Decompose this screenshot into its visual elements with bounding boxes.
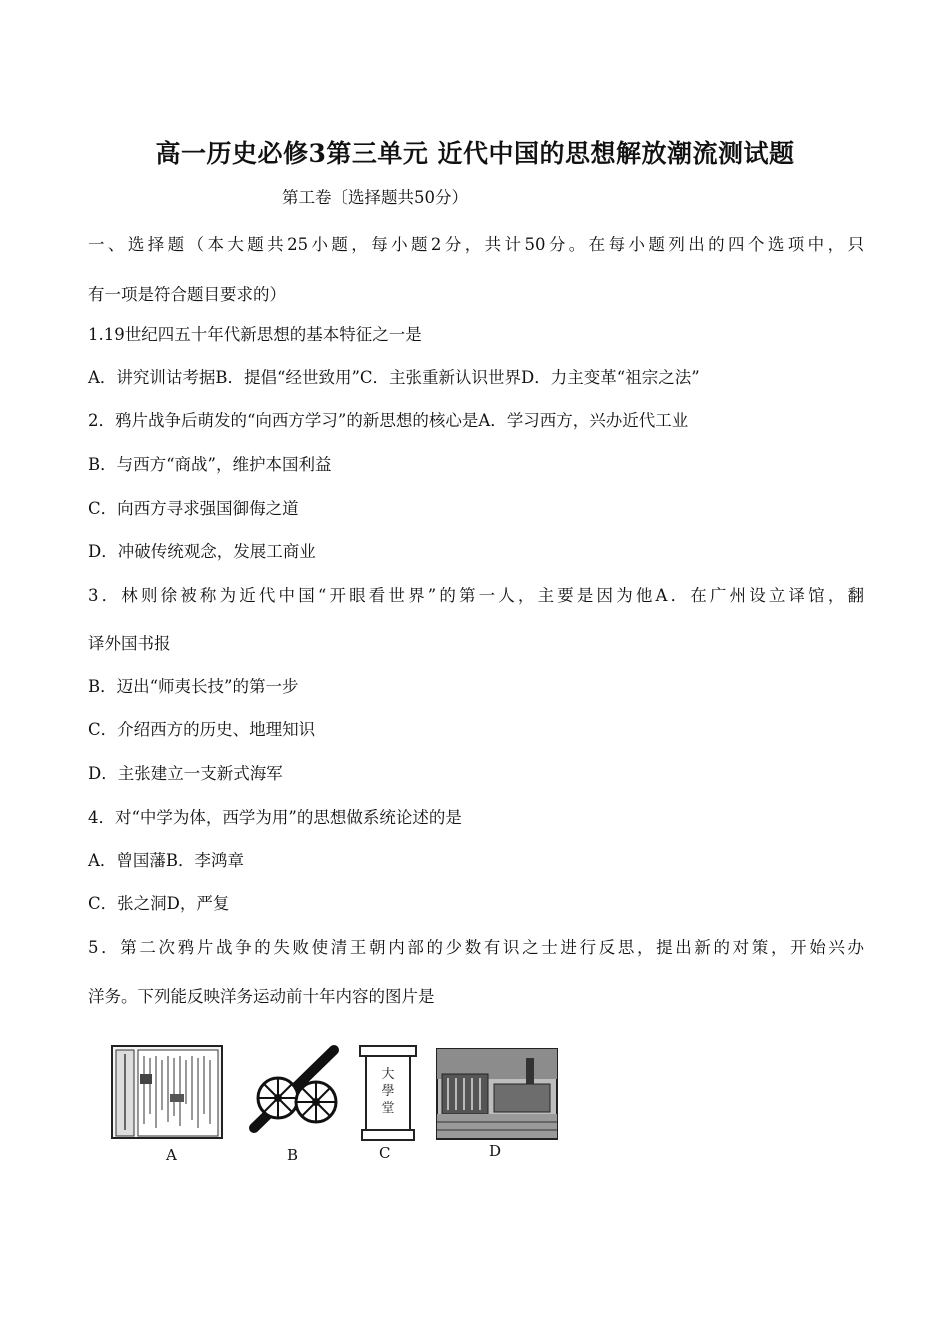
question-3: 3．林则徐被称为近代中国“开眼看世界”的第一人，主要是因为他A．在广州设立译馆，翻 xyxy=(88,586,864,605)
figure-c-caption: C xyxy=(379,1144,391,1162)
question-5-continued: 洋务。下列能反映洋务运动前十年内容的图片是 xyxy=(88,987,435,1006)
question-2-option-b: B．与西方“商战”，维护本国利益 xyxy=(88,455,332,474)
question-2: 2．鸦片战争后萌发的“向西方学习”的新思想的核心是A．学习西方，兴办近代工业 xyxy=(88,411,689,430)
question-1: 1.19世纪四五十年代新思想的基本特征之一是 xyxy=(88,325,422,344)
question-5-figures xyxy=(106,1038,566,1168)
page-title: 高一历史必修3第三单元 近代中国的思想解放潮流测试题 xyxy=(155,139,795,168)
question-1-options: A．讲究训诂考据B．提倡“经世致用”C．主张重新认识世界D．力主变革“祖宗之法” xyxy=(88,368,700,387)
question-2-option-c: C．向西方寻求强国御侮之道 xyxy=(88,499,299,518)
figure-a-caption: A xyxy=(166,1146,177,1164)
question-4-options-cd: C．张之洞D，严复 xyxy=(88,894,230,913)
question-4: 4．对“中学为体，西学为用”的思想做系统论述的是 xyxy=(88,808,462,827)
volume-heading: 第工卷〔选择题共50分） xyxy=(282,188,468,207)
section-intro-line-2: 有一项是符合题目要求的） xyxy=(88,285,286,304)
question-3-option-d: D．主张建立一支新式海军 xyxy=(88,764,283,783)
section-intro-line-1: 一、选择题（本大题共25小题，每小题2分，共计50分。在每小题列出的四个选项中，只 xyxy=(88,235,864,254)
figure-d-factory-image xyxy=(436,1048,558,1140)
figure-a-document-image xyxy=(110,1044,224,1140)
question-3-option-b: B．迈出“师夷长技”的第一步 xyxy=(88,677,299,696)
question-4-options-ab: A．曾国藩B．李鸿章 xyxy=(88,851,245,870)
figure-d-caption: D xyxy=(489,1142,502,1160)
figure-b-caption: B xyxy=(287,1146,299,1164)
question-2-option-d: D．冲破传统观念，发展工商业 xyxy=(88,542,316,561)
figure-c-plaque-text: 大學堂 xyxy=(381,1067,395,1116)
question-3-option-c: C．介绍西方的历史、地理知识 xyxy=(88,720,316,739)
figure-b-cannon-image xyxy=(246,1040,342,1140)
question-5: 5．第二次鸦片战争的失败使清王朝内部的少数有识之士进行反思，提出新的对策，开始兴办 xyxy=(88,938,864,957)
question-3-continued: 译外国书报 xyxy=(88,634,171,653)
